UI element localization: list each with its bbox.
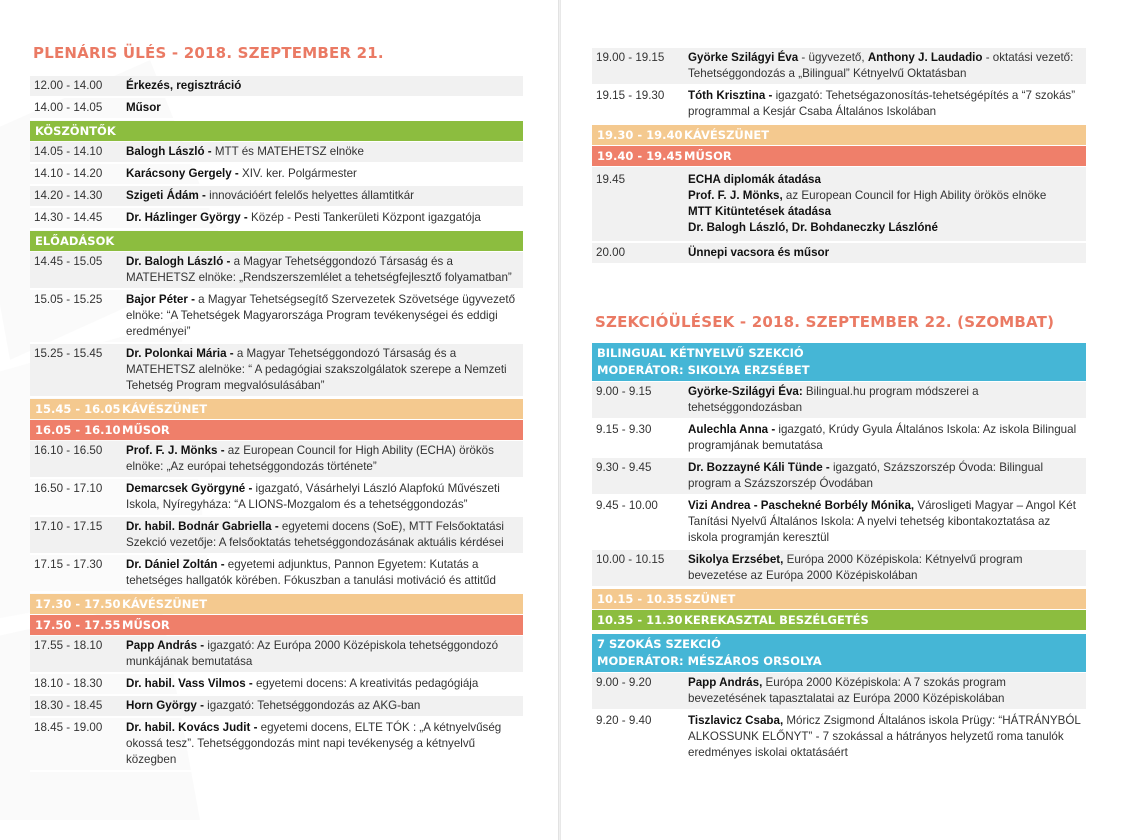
schedule-row (30, 517, 523, 555)
evening-rows (30, 636, 523, 772)
row-desc (126, 519, 523, 551)
row-time: 18.30 - 18.45 (34, 699, 103, 712)
echa-line4: Dr. Balogh László, Dr. Bohdaneczky Lászlóné (688, 221, 938, 234)
schedule-row (592, 550, 1086, 588)
band-coffee-break-2 (30, 594, 523, 614)
7-habits-rows (592, 673, 1086, 765)
band-time: 19.40 - 19.45 (597, 149, 683, 163)
band-time: 17.50 - 17.55 (35, 618, 121, 632)
band-coffee-break-3 (592, 125, 1086, 145)
band-eloadasok: ELŐADÁSOK (30, 231, 523, 251)
row-time: 19.00 - 19.15 (596, 51, 665, 64)
arrival-rows (30, 76, 523, 120)
talk-details: egyetemi docens, ELTE TÓK : „A kétnyelvűség okossá tesz”. Tehetséggondozás mint napi tevékenység a kétnyelvű közegben (126, 721, 502, 766)
bilingual-rows (592, 382, 1086, 588)
schedule-row (30, 555, 523, 593)
sections-heading: SZEKCIÓÜLÉSEK - 2018. SZEPTEMBER 22. (SZOMBAT) (595, 313, 1055, 331)
speaker-name: Papp András - (126, 639, 205, 652)
band-label: KÁVÉSZÜNET (122, 402, 208, 416)
schedule-row (30, 696, 523, 718)
talk-details: igazgató: Tehetséggondozás az AKG-ban (203, 699, 421, 712)
row-time: 14.20 - 14.30 (34, 189, 103, 202)
row-time: 19.15 - 19.30 (596, 89, 665, 102)
row-time: 15.05 - 15.25 (34, 293, 103, 306)
schedule-row (30, 164, 523, 186)
row-desc (688, 50, 1086, 82)
row-time: 9.20 - 9.40 (596, 714, 652, 727)
row-time: 18.45 - 19.00 (34, 721, 103, 734)
row-time: 16.50 - 17.10 (34, 482, 103, 495)
talk-details: igazgató: Az Európa 2000 Középiskola tehetséggondozó munkájának bemutatása (126, 639, 499, 668)
row-time: 14.00 - 14.05 (34, 101, 103, 114)
talk-details: Bilingual.hu program módszerei a tehetséggondozásban (688, 385, 979, 414)
speaker-name: Érkezés, regisztráció (126, 79, 242, 92)
band-label: SZÜNET (684, 592, 736, 606)
schedule-row (592, 48, 1086, 86)
band-time: 16.05 - 16.10 (35, 423, 121, 437)
row-desc (126, 676, 523, 692)
echa-line3: MTT Kitüntetések átadása (688, 205, 832, 218)
talk-details: XIV. ker. Polgármester (238, 167, 357, 180)
echa-line2-name: Prof. F. J. Mönks, (688, 189, 783, 202)
row-time: 17.15 - 17.30 (34, 558, 103, 571)
dinner-row (592, 243, 1086, 265)
band-roundtable (592, 610, 1086, 630)
band-label: MŰSOR (122, 423, 170, 437)
talk-details: Móricz Zsigmond Általános iskola Prügy: “HÁTRÁNYBÓL ALKOSSUNK ELŐNYT” - 7 szokással a hátrányos helyzetű roma tanulók eredményes iskolai oktatásáért (688, 714, 1081, 759)
row-desc (688, 172, 1086, 236)
plenary-column (30, 44, 523, 772)
row-time: 15.25 - 15.45 (34, 347, 103, 360)
speaker-name: Dr. Dániel Zoltán - (126, 558, 225, 571)
band-time: 10.35 - 11.30 (597, 613, 683, 627)
speaker-name: Aulechla Anna - (688, 423, 776, 436)
speaker-name: Dr. habil. Bodnár Gabriella - (126, 520, 279, 533)
band-time: 17.30 - 17.50 (35, 597, 121, 611)
band-time: 10.15 - 10.35 (597, 592, 683, 606)
row-time: 14.45 - 15.05 (34, 255, 103, 268)
speaker-name: Dr. Polonkai Mária - (126, 347, 234, 360)
echa-line2-rest: az European Council for High Ability örökös elnöke (782, 189, 1047, 202)
schedule-row (30, 98, 523, 120)
band-label: KÁVÉSZÜNET (684, 128, 770, 142)
talk-details: a Magyar Tehetségsegítő Szervezetek Szövetsége ügyvezető elnöke: “A Tehetségek Magyarországa Program tevékenységei és eddigi eredményei” (126, 293, 516, 338)
section-moderator: MODERÁTOR: SIKOLYA ERZSÉBET (597, 363, 810, 377)
schedule-row (592, 673, 1086, 711)
schedule-row (592, 382, 1086, 420)
row-time: 9.30 - 9.45 (596, 461, 652, 474)
band-program-3 (592, 146, 1086, 166)
row-time: 10.00 - 10.15 (596, 553, 665, 566)
speaker-name: Dr. Bozzayné Káli Tünde - (688, 461, 830, 474)
band-7-habits-section (592, 634, 1086, 672)
talk-details: Európa 2000 Középiskola: A 7 szokás program bevezetésének tapasztalatai az Európa 2000 Középiskolában (688, 676, 1006, 705)
band-program-1 (30, 420, 523, 440)
schedule-row (592, 496, 1086, 550)
schedule-row (30, 344, 523, 398)
talk-details: Városligeti Magyar – Angol Két Tanítási Nyelvű Általános Iskola: A nyelvi tehetség kibontakoztatása az iskola programján keresztül (688, 499, 1076, 544)
talk-details: igazgató, Krúdy Gyula Általános Iskola: Az iskola Bilingual programjának bemutatása (688, 423, 1077, 452)
row-time: 14.10 - 14.20 (34, 167, 103, 180)
row-desc (688, 552, 1086, 584)
speaker-name: Sikolya Erzsébet, (688, 553, 784, 566)
schedule-row (30, 441, 523, 479)
band-break (592, 589, 1086, 609)
row-time: 12.00 - 14.00 (34, 79, 103, 92)
speaker-name: Prof. F. J. Mönks - (126, 444, 225, 457)
talk-details: igazgató, Százszorszép Óvoda: Bilingual program a Százszorszép Óvodában (688, 461, 1044, 490)
echa-line1: ECHA diplomák átadása (688, 173, 821, 186)
row-time: 16.10 - 16.50 (34, 444, 103, 457)
talk-details: - ügyvezető, (798, 51, 868, 64)
row-time: 9.15 - 9.30 (596, 423, 652, 436)
speaker-name: Műsor (126, 101, 161, 114)
row-desc (126, 481, 523, 513)
row-desc (688, 675, 1086, 707)
right-page (561, 0, 1124, 840)
talk-details: egyetemi adjunktus, Pannon Egyetem: Kutatás a tehetséges hallgatók körében. Fókuszban a tanulási motiváció és attitűd (126, 558, 496, 587)
row-desc (688, 460, 1086, 492)
row-time: 9.00 - 9.20 (596, 676, 652, 689)
row-time: 14.05 - 14.10 (34, 145, 103, 158)
speaker-name: Demarcsek Györgyné - (126, 482, 253, 495)
speaker-name: Györke-Szilágyi Éva: (688, 385, 803, 398)
row-desc (126, 210, 523, 226)
schedule-row (30, 208, 523, 230)
row-time: 9.45 - 10.00 (596, 499, 658, 512)
speaker-name: Anthony J. Laudadio (867, 51, 983, 64)
talk-details: Közép - Pesti Tankerületi Központ igazgatója (247, 211, 481, 224)
row-desc (126, 292, 523, 340)
row-desc (688, 245, 1086, 261)
speaker-name: Balogh László - (126, 145, 212, 158)
row-time: 17.55 - 18.10 (34, 639, 103, 652)
speaker-name: Tiszlavicz Csaba, (688, 714, 784, 727)
afternoon-rows (30, 441, 523, 593)
row-desc (126, 720, 523, 768)
band-koszontok: KÖSZÖNTŐK (30, 121, 523, 141)
band-label: KEREKASZTAL BESZÉLGETÉS (684, 613, 869, 627)
schedule-row (30, 142, 523, 164)
talk-details: az European Council for High Ability (ECHA) örökös elnöke: „Az európai tehetséggondozás története” (126, 444, 494, 473)
row-time: 14.30 - 14.45 (34, 211, 103, 224)
talk-details: egyetemi docens (SoE), MTT Felsőoktatási Szekció vezetője: A felsőoktatás tehetséggondozásának aktuális kérdései (126, 520, 504, 549)
talk-details: igazgató, Vásárhelyi László Alapfokú Művészeti Iskola, Nyíregyháza: “A LIONS-Mozgalom és a tehetséggondozás” (126, 482, 500, 511)
speaker-name: Szigeti Ádám - (126, 189, 206, 202)
plenary-heading: PLENÁRIS ÜLÉS - 2018. SZEPTEMBER 21. (33, 44, 384, 62)
schedule-row (30, 76, 523, 98)
speaker-name: Karácsony Gergely - (126, 167, 239, 180)
schedule-row (30, 718, 523, 772)
row-desc (126, 346, 523, 394)
schedule-row (592, 420, 1086, 458)
dinner-label: Ünnepi vacsora és műsor (688, 246, 830, 259)
speaker-name: Dr. Balogh László - (126, 255, 231, 268)
row-desc (126, 254, 523, 286)
row-time: 9.00 - 9.15 (596, 385, 652, 398)
lectures-rows (30, 252, 523, 398)
row-desc (126, 557, 523, 589)
row-time: 17.10 - 17.15 (34, 520, 103, 533)
row-desc (126, 638, 523, 670)
band-label: MŰSOR (122, 618, 170, 632)
schedule-row (30, 186, 523, 208)
schedule-row (592, 458, 1086, 496)
talk-details: a Magyar Tehetséggondozó Társaság és a MATEHETSZ elnöke: „Rendszerszemlélet a tehetségfejlesztő folyamatban” (126, 255, 512, 284)
speaker-name: Dr. Házlinger György - (126, 211, 248, 224)
evening-talk-rows (592, 48, 1086, 124)
band-time: 19.30 - 19.40 (597, 128, 683, 142)
band-label: KÁVÉSZÜNET (122, 597, 208, 611)
left-page (0, 0, 558, 840)
row-desc (688, 498, 1086, 546)
schedule-row (592, 711, 1086, 765)
speaker-name: Györke Szilágyi Éva (688, 51, 799, 64)
row-time: 19.45 (596, 173, 626, 186)
speaker-name: Papp András, (688, 676, 763, 689)
row-desc (688, 88, 1086, 120)
section-title: BILINGUAL KÉTNYELVŰ SZEKCIÓ (597, 346, 804, 360)
speaker-name: Dr. habil. Kovács Judit - (126, 721, 258, 734)
schedule-row (592, 86, 1086, 124)
row-desc (688, 713, 1086, 761)
band-time: 15.45 - 16.05 (35, 402, 121, 416)
row-desc (126, 78, 523, 94)
row-desc (126, 188, 523, 204)
echa-awards-row (592, 167, 1086, 243)
schedule-row (30, 290, 523, 344)
talk-details: a Magyar Tehetséggondozó Társaság és a MATEHETSZ alelnöke: “ A pedagógiai szakszolgálatok szerepe a Nemzeti Tehetség Program megvalósulásában” (126, 347, 507, 392)
row-desc (126, 100, 523, 116)
row-desc (688, 384, 1086, 416)
section-moderator: MODERÁTOR: MÉSZÁROS ORSOLYA (597, 654, 822, 668)
band-program-2 (30, 615, 523, 635)
row-desc (126, 443, 523, 475)
section-title: 7 SZOKÁS SZEKCIÓ (597, 637, 721, 651)
band-label: MŰSOR (684, 149, 732, 163)
schedule-row (30, 674, 523, 696)
row-desc (126, 144, 523, 160)
band-bilingual-section (592, 343, 1086, 381)
row-desc (126, 698, 523, 714)
schedule-row (30, 479, 523, 517)
talk-details: MTT és MATEHETSZ elnöke (211, 145, 364, 158)
row-desc (126, 166, 523, 182)
band-coffee-break-1 (30, 399, 523, 419)
talk-details: innovációért felelős helyettes államtitkár (205, 189, 415, 202)
talk-details: - oktatási vezető: Tehetséggondozás a „Bilingual” Kétnyelvű Oktatásban (688, 51, 1074, 80)
talk-details: Európa 2000 Középiskola: Kétnyelvű program bevezetése az Európa 2000 Középiskolában (688, 553, 1023, 582)
row-time: 20.00 (596, 246, 626, 259)
row-desc (688, 422, 1086, 454)
spacer (592, 265, 1086, 291)
greetings-rows (30, 142, 523, 230)
speaker-name: Tóth Krisztina - (688, 89, 773, 102)
row-time: 18.10 - 18.30 (34, 677, 103, 690)
schedule-row (30, 636, 523, 674)
speaker-name: Horn György - (126, 699, 204, 712)
speaker-name: Vizi Andrea - Paschekné Borbély Mónika, (688, 499, 915, 512)
talk-details: egyetemi docens: A kreativitás pedagógiája (252, 677, 479, 690)
speaker-name: Bajor Péter - (126, 293, 195, 306)
right-column (592, 48, 1086, 765)
schedule-row (30, 252, 523, 290)
speaker-name: Dr. habil. Vass Vilmos - (126, 677, 253, 690)
talk-details: igazgató: Tehetségazonosítás-tehetségépítés a “7 szokás” programmal a Kesjár Csaba Általános Iskolában (688, 89, 1076, 118)
